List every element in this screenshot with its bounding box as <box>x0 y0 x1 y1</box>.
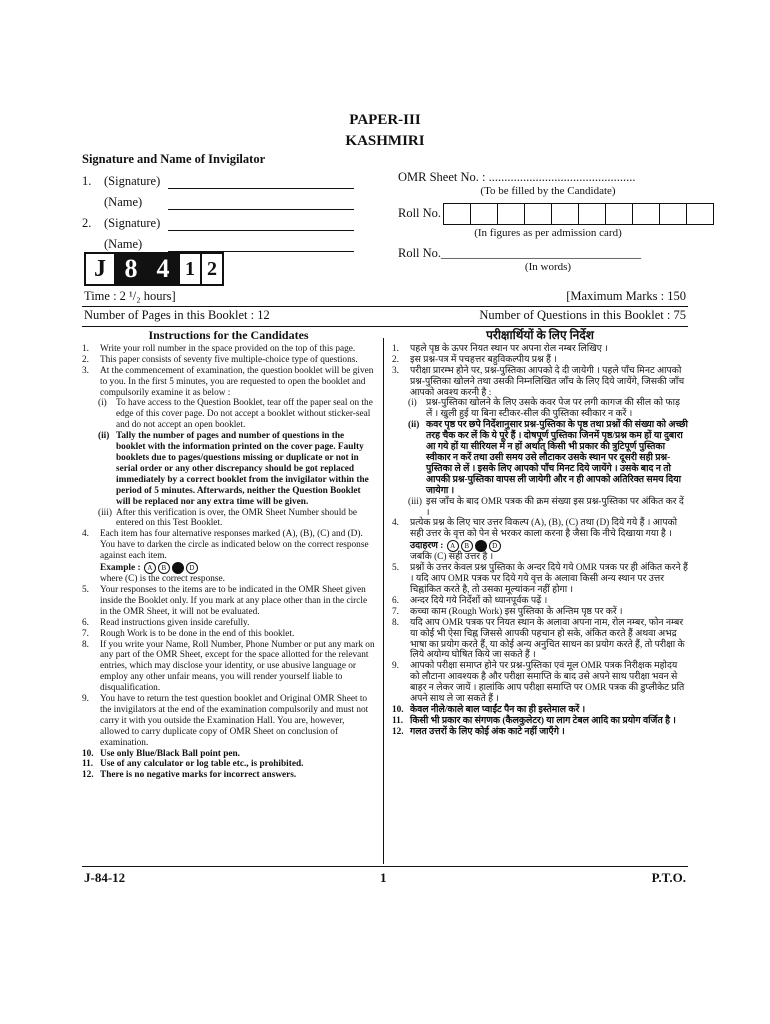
signature-line[interactable] <box>168 218 354 231</box>
row-label: (Name) <box>104 237 143 251</box>
instruction-item: 11. Use of any calculator or log table etc., is prohibited. <box>82 759 304 770</box>
instruction-item: 6. अन्दर दिये गये निर्देशों को ध्यानपूर्वक पढ़ें । <box>392 595 548 606</box>
code-digit: 1 <box>178 252 202 286</box>
option-circle: A <box>144 562 156 574</box>
code-digit: 4 <box>146 252 180 286</box>
instruction-item: जबकि (C) सही उत्तर है । <box>410 552 494 563</box>
english-heading: Instructions for the Candidates <box>148 328 309 342</box>
divider <box>82 326 688 327</box>
option-circle: A <box>447 540 459 552</box>
instruction-item: 12. There is no negative marks for incorrect answers. <box>82 770 297 781</box>
code-letter: J <box>84 252 116 286</box>
instruction-item: 4. प्रत्येक प्रश्न के लिए चार उत्तर विकल्प (A), (B), (C) तथा (D) दिये गये हैं । आपको सही उत्तर के वृत्त को पेन से भरकर काला करना है जैसा कि नीचे दिखाया गया है । <box>392 518 678 540</box>
example-row: Example : A B D <box>82 562 375 574</box>
instruction-item: 6. Read instructions given inside carefully. <box>82 617 250 628</box>
instruction-subitem: (iii) इस जाँच के बाद OMR पत्रक की क्रम संख्या इस प्रश्न-पुस्तिका पर अंकित कर दें । <box>408 496 684 518</box>
divider <box>82 306 688 307</box>
omr-sheet-label[interactable]: OMR Sheet No. : ............................................... <box>398 170 636 184</box>
instruction-item: 10. केवल नीले/काले बाल प्वाईंट पैन का ही इस्तेमाल करें । <box>392 704 586 715</box>
filled-option-circle <box>172 562 184 574</box>
row-label: (Name) <box>104 195 143 209</box>
row-label: (Signature) <box>104 174 161 188</box>
paper-code <box>84 252 222 286</box>
instruction-item: 8. यदि आप OMR पत्रक पर नियत स्थान के अलावा अपना नाम, रोल नम्बर, फोन नम्बर या कोई भी ऐसा चिह्न जिससे आपकी पहचान हो सके, अंकित करते हैं अथवा अभद्र भाषा का प्रयोग करते हैं, या कोई अन्य अनुचित साधन का प्रयोग करते हैं, तो परीक्षा के लिये अयोग्य घोषित किये जा सकते हैं । <box>392 617 685 661</box>
instruction-item: 12. गलत उत्तरों के लिए कोई अंक काटे नहीं जाएँगे । <box>392 726 565 737</box>
instruction-item: 3. At the commencement of examination, the question booklet will be given to you. In the first 5 minutes, you are requested to open the booklet and compulsorily examine it as below : <box>82 365 374 398</box>
instruction-item: 1. Write your roll number in the space provided on the top of this page. <box>82 343 356 354</box>
page-number: 1 <box>380 870 387 885</box>
instruction-item: 3. परीक्षा प्रारम्भ होने पर, प्रश्न-पुस्तिका आपको दे दी जायेगी । पहले पाँच मिनट आपको प्रश्न-पुस्तिका खोलने तथा उसकी निम्नलिखित जाँच के लिए दिये जायेंगे, जिसकी जाँच आपको अवश्य करनी है : <box>392 365 685 398</box>
paper-title: PAPER-III <box>349 112 421 128</box>
instruction-subitem: (i) To have access to the Question Booklet, tear off the paper seal on the edge of this cover page. Do not accept a booklet without sticker-seal and do not accept an open booklet. <box>98 398 373 431</box>
hindi-instructions <box>392 330 688 738</box>
instruction-subitem: (ii) कवर पृष्ठ पर छपे निर्देशानुसार प्रश्न-पुस्तिका के पृष्ठ तथा प्रश्नों की संख्या को अच्छी तरह चैक कर लें कि ये पूरे हैं । दोषपूर्ण पुस्तिका जिनमें पृष्ठ/प्रश्न कम हों या दुबारा आ गये हों या सीरियल में न हों अर्थात् किसी भी प्रकार की त्रुटिपूर्ण पुस्तिका स्वीकार न करें तथा उसी समय उसे लौटाकर उसके स्थान पर दूसरी सही प्रश्न-पुस्तिका ले लें । इसके लिए आपको पाँच मिनट दिये जायेंगे । उसके बाद न तो आपकी प्रश्न-पुस्तिका वापस ली जायेगी और न ही आपको अतिरिक्त समय दिया जायेगा । <box>408 420 688 496</box>
roll-words-note: (In words) <box>524 261 572 273</box>
option-circle: B <box>461 540 473 552</box>
name-line[interactable] <box>168 197 354 210</box>
instruction-item: 2. इस प्रश्न-पत्र में पचहत्तर बहुविकल्पीय प्रश्न हैं । <box>392 354 557 365</box>
row-label: (Signature) <box>104 216 161 230</box>
roll-figures-note: (In figures as per admission card) <box>474 227 622 239</box>
signature-line[interactable] <box>168 176 354 189</box>
max-marks: [Maximum Marks : 150 <box>566 289 686 303</box>
row-number: 1. <box>82 174 92 188</box>
instruction-subitem: (iii) After this verification is over, the OMR Sheet Number should be entered on this Test Booklet. <box>98 507 358 529</box>
footer-code: J-84-12 <box>84 870 126 885</box>
instruction-subitem: (ii) Tally the number of pages and number of questions in the booklet with the information printed on the cover page. Faulty booklets due to pages/questions missing or duplicate or not in serial order or any other discrepancy should be got replaced immediately by a correct booklet from the invigilator within the period of 5 minutes. Afterwards, neither the Question Booklet will be replaced nor any extra time will be given. <box>98 431 369 507</box>
name-row-1[interactable] <box>82 192 382 213</box>
instruction-item: 7. कच्चा काम (Rough Work) इस पुस्तिका के अन्तिम पृष्ठ पर करें । <box>392 606 623 617</box>
instruction-item: 5. Your responses to the items are to be indicated in the OMR Sheet given inside the Booklet only. If you mark at any place other than in the circle in the OMR Sheet, it will not be evaluated. <box>82 584 368 617</box>
invigilator-heading: Signature and Name of Invigilator <box>82 152 266 166</box>
english-instructions <box>82 330 375 781</box>
instruction-item: 7. Rough Work is to be done in the end of this booklet. <box>82 628 295 639</box>
omr-block <box>398 170 698 273</box>
code-digit: 2 <box>200 252 224 286</box>
instruction-item: 8. If you write your Name, Roll Number, Phone Number or put any mark on any part of the OMR Sheet, except for the space allotted for the relevant entries, which may disclose your identity, or use abusive language or employ any other unfair means, you will render yourself liable to disqualification. <box>82 639 375 694</box>
subject-title: KASHMIRI <box>345 133 425 149</box>
roll-number-boxes[interactable] <box>443 203 714 225</box>
omr-sheet-note: (To be filled by the Candidate) <box>480 185 616 197</box>
instruction-item: 4. Each item has four alternative responses marked (A), (B), (C) and (D). You have to darken the circle as indicated below on the correct response against each item. <box>82 529 369 562</box>
pages-label: Number of Pages in this Booklet : 12 <box>84 308 270 322</box>
roll-label: Roll No. <box>398 205 442 220</box>
signature-row-1[interactable] <box>82 171 382 192</box>
instruction-item: 9. You have to return the test question booklet and Original OMR Sheet to the invigilators at the end of the examination compulsorily and must not carry it with you outside the Examination Hall. You are, however, allowed to carry duplicate copy of OMR Sheet on conclusion of examination. <box>82 694 369 748</box>
option-circle: B <box>158 562 170 574</box>
footer-divider <box>82 866 688 867</box>
option-circle: D <box>186 562 198 574</box>
filled-option-circle <box>475 540 487 552</box>
row-number: 2. <box>82 216 92 230</box>
instruction-item: 10. Use only Blue/Black Ball point pen. <box>82 748 240 759</box>
code-digit: 8 <box>114 252 148 286</box>
column-divider <box>383 338 384 864</box>
instruction-item: where (C) is the correct response. <box>100 574 225 585</box>
instruction-item: 2. This paper consists of seventy five multiple-choice type of questions. <box>82 354 358 365</box>
questions-label: Number of Questions in this Booklet : 75 <box>479 308 686 322</box>
signature-row-2[interactable] <box>82 213 382 234</box>
time-label: Time : 2 ¹/₂ hours] <box>84 289 176 303</box>
instruction-subitem: (i) प्रश्न-पुस्तिका खोलने के लिए उसके कवर पेज पर लगी कागज की सील को फाड़ लें । खुली हुई या बिना स्टीकर-सील की पुस्तिका स्वीकार न करें । <box>408 398 680 420</box>
instruction-item: 5. प्रश्नों के उत्तर केवल प्रश्न पुस्तिका के अन्दर दिये गये OMR पत्रक पर ही अंकित करने हैं । यदि आप OMR पत्रक पर दिये गये वृत्त के अलावा किसी अन्य स्थान पर उत्तर चिह्नांकित करते है, तो उसका मूल्यांकन नहीं होगा । <box>392 563 688 595</box>
pto-label: P.T.O. <box>651 870 686 885</box>
name-line[interactable] <box>168 239 354 252</box>
example-row: उदाहरण : A B D <box>392 540 688 552</box>
instruction-item: 11. किसी भी प्रकार का संगणक (कैलकुलेटर) या लाग टेबल आदि का प्रयोग वर्जित है । <box>392 715 676 726</box>
roll-words-label[interactable]: Roll No.________________________________ <box>398 246 642 260</box>
invigilator-block <box>82 152 382 255</box>
instruction-item: 1. पहले पृष्ठ के ऊपर नियत स्थान पर अपना रोल नम्बर लिखिए । <box>392 343 608 354</box>
instruction-item: 9. आपको परीक्षा समाप्त होने पर प्रश्न-पुस्तिका एवं मूल OMR पत्रक निरीक्षक महोदय को लौटाना आवश्यक है और परीक्षा समाप्ति के बाद उसे अपने साथ परीक्षा भवन से बाहर न लेकर जायें । हालांकि आप परीक्षा समाप्ति पर OMR पत्रक की डुप्लीकेट प्रति अपने साथ ले जा सकते हैं । <box>392 661 685 705</box>
option-circle: D <box>489 540 501 552</box>
hindi-heading: परीक्षार्थियों के लिए निर्देश <box>486 328 594 342</box>
roll-number-row <box>398 203 698 225</box>
